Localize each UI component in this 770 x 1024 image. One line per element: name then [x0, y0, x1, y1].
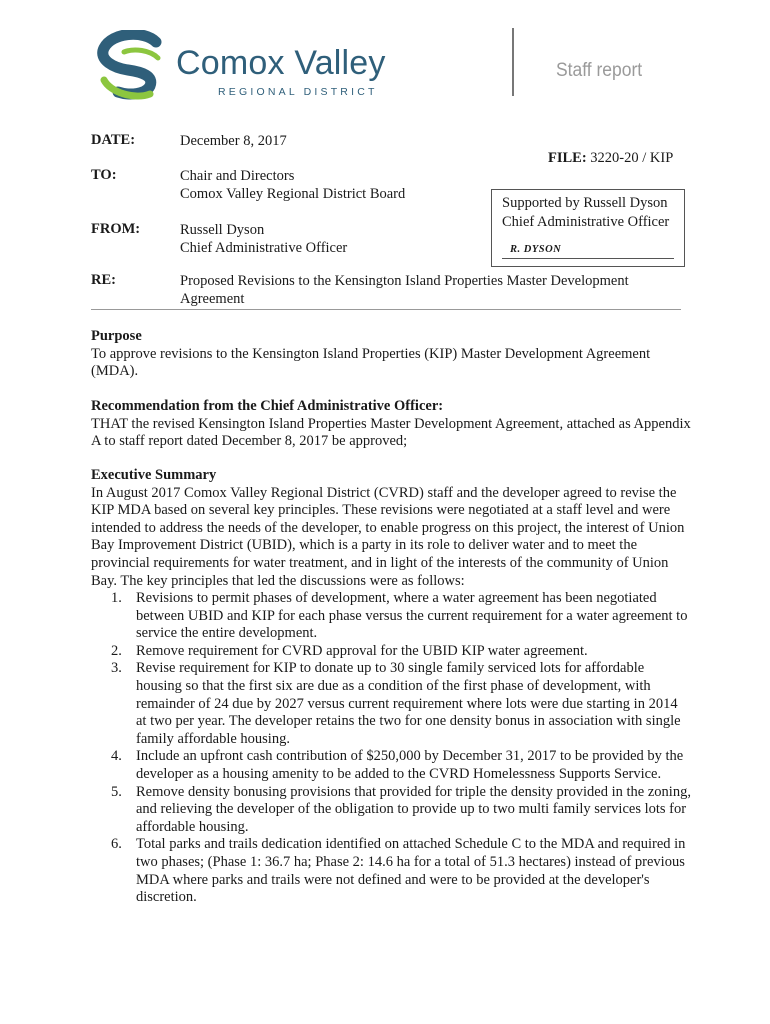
date-label: DATE: — [91, 132, 136, 148]
purpose-heading: Purpose — [91, 328, 142, 344]
org-subtitle: REGIONAL DISTRICT — [218, 86, 378, 98]
key-principles-list — [91, 590, 691, 907]
header-rule — [91, 309, 681, 310]
org-name: Comox Valley — [176, 44, 386, 82]
recommendation-heading: Recommendation from the Chief Administrative Officer: — [91, 398, 444, 414]
file-label: FILE: — [548, 150, 587, 166]
signature: R. DYSON — [510, 244, 562, 255]
summary-section — [91, 467, 691, 590]
date-value: December 8, 2017 — [180, 133, 287, 149]
cvrd-logo — [94, 30, 394, 100]
list-item: 3. Revise requirement for KIP to donate up to 30 single family serviced lots for affordable housing so that the first six are due as a condition of the first phase of development, with remainder of 24 due by 2027 versus current requirement where lots were due starting in 2014 at two per year. The developer retains the two for one density bonus in association with single family affordable housing. — [111, 660, 681, 747]
file-value: 3220-20 / KIP — [590, 150, 674, 166]
purpose-section — [91, 328, 691, 381]
list-item: 6. Total parks and trails dedication identified on attached Schedule C to the MDA and required in two phases; (Phase 1: 36.7 ha; Phase 2: 14.6 ha for a total of 51.3 hectares) instead of previous MDA where parks and trails were not defined and were to be provided at the developer's discretion. — [111, 836, 686, 906]
report-type: Staff report — [556, 60, 643, 81]
header-divider — [512, 28, 514, 96]
summary-heading: Executive Summary — [91, 467, 217, 483]
list-item: 5. Remove density bonusing provisions that provided for triple the density provided in the zoning, and relieving the developer of the obligation to provide up to two multi family services lots for affordable housing. — [111, 783, 691, 835]
recommendation-section — [91, 398, 691, 451]
re-value: Proposed Revisions to the Kensington Island Properties Master Development Agreement — [180, 273, 629, 307]
from-value: Russell Dyson Chief Administrative Officer — [180, 222, 348, 256]
to-value: Chair and Directors Comox Valley Regional District Board — [180, 168, 406, 202]
support-text: Supported by Russell Dyson Chief Administrative Officer — [502, 195, 670, 230]
list-item: 4. Include an upfront cash contribution of $250,000 by December 31, 2017 to be provided by the developer as a housing amenity to be added to the CVRD Homelessness Supports Service. — [111, 748, 684, 782]
from-label: FROM: — [91, 221, 141, 237]
logo-s-mark-icon — [94, 30, 174, 100]
signature-line — [502, 258, 674, 259]
cao-support-box — [491, 189, 685, 267]
re-label: RE: — [91, 272, 116, 288]
summary-text: In August 2017 Comox Valley Regional District (CVRD) staff and the developer agreed to revise the KIP MDA based on several key principles. These revisions were negotiated at a staff level and were intended to address the needs of the developer, to enable progress on this project, the interest of Union Bay Improvement District (UBID), which is a party in its role to deliver water and to meet the provincial requirements for water treatment, and in light of the interests of the community of Union Bay. The key principles that led the discussions were as follows: — [91, 484, 685, 589]
recommendation-text: THAT the revised Kensington Island Properties Master Development Agreement, attached as Appendix A to staff report dated December 8, 2017 be approved; — [91, 415, 691, 450]
list-item: 2. Remove requirement for CVRD approval for the UBID KIP water agreement. — [111, 642, 588, 659]
file-reference — [548, 150, 673, 167]
list-item: 1. Revisions to permit phases of development, where a water agreement has been negotiated between UBID and KIP for each phase versus the current requirement for a water agreement to service the entire development. — [111, 590, 688, 642]
to-label: TO: — [91, 167, 117, 183]
purpose-text: To approve revisions to the Kensington Island Properties (KIP) Master Development Agreement (MDA). — [91, 345, 651, 380]
